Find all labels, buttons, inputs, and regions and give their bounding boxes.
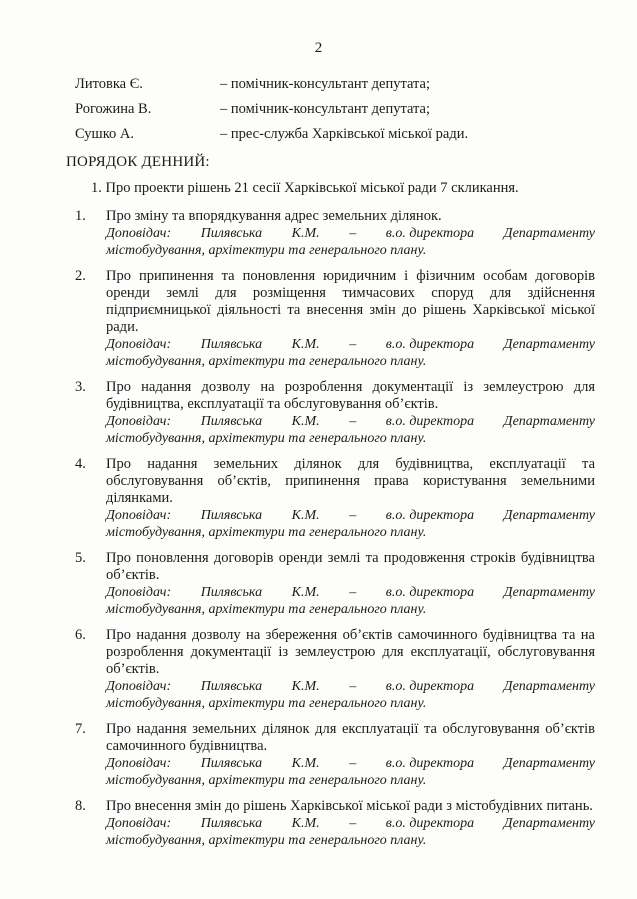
agenda-item-body (106, 208, 595, 259)
speaker-dash: – (349, 226, 357, 241)
speaker-line (106, 336, 595, 353)
speaker-department-cont: містобудування, архітектури та генерального плану. (106, 833, 427, 848)
attendee-name: Литовка Є. (75, 76, 143, 92)
agenda-item (75, 379, 595, 447)
speaker-name: Пилявська (200, 756, 263, 771)
agenda-title: ПОРЯДОК ДЕННИЙ: (66, 154, 210, 170)
agenda-item-number: 7. (75, 721, 86, 737)
agenda-item-number: 1. (75, 208, 86, 224)
speaker-department-cont: містобудування, архітектури та генерального плану. (106, 773, 427, 788)
speaker-dash: – (349, 414, 357, 429)
speaker-position: в.о. директора (385, 226, 475, 241)
speaker-block (106, 413, 595, 447)
speaker-block (106, 815, 595, 849)
speaker-block (106, 755, 595, 789)
speaker-initials: К.М. (291, 816, 320, 831)
agenda-item-text: Про зміну та впорядкування адрес земельних ділянок. (106, 208, 442, 224)
speaker-block (106, 584, 595, 618)
attendee-role: – помічник-консультант депутата; (220, 101, 431, 117)
agenda-item-body (106, 721, 595, 789)
agenda-item (75, 721, 595, 789)
agenda-item-text: Про надання земельних ділянок для будівництва, експлуатації та обслуговування об’єктів, припинення права користування земельними ділянками. (106, 456, 595, 506)
speaker-line (106, 678, 595, 695)
agenda-item-number: 4. (75, 456, 86, 472)
attendee-role: – прес-служба Харківської міської ради. (220, 126, 469, 142)
speaker-dash: – (349, 508, 357, 523)
speaker-department-cont: містобудування, архітектури та генерального плану. (106, 243, 427, 258)
agenda-item-body (106, 627, 595, 712)
speaker-block (106, 225, 595, 259)
attendee-row (75, 125, 595, 150)
speaker-block (106, 507, 595, 541)
speaker-department: Департаменту (503, 585, 595, 600)
speaker-block (106, 678, 595, 712)
agenda-item (75, 208, 595, 259)
speaker-department-cont: містобудування, архітектури та генерального плану. (106, 696, 427, 711)
speaker-initials: К.М. (291, 508, 320, 523)
agenda-item-text: Про поновлення договорів оренди землі та продовження строків будівництва об’єктів. (106, 550, 595, 583)
agenda-item-body (106, 268, 595, 370)
speaker-department-cont: містобудування, архітектури та генерального плану. (106, 354, 427, 369)
agenda-item-text: Про надання дозволу на збереження об’єктів самочинного будівництва та на розроблення документації із землеустрою для експлуатації, обслуговування об’єктів. (106, 627, 595, 677)
speaker-position: в.о. директора (385, 679, 475, 694)
speaker-dash: – (349, 756, 357, 771)
speaker-name: Пилявська (200, 337, 263, 352)
speaker-name: Пилявська (200, 816, 263, 831)
speaker-label: Доповідач: (106, 756, 172, 771)
agenda-item-number: 3. (75, 379, 86, 395)
attendee-row (75, 100, 595, 125)
speaker-initials: К.М. (291, 756, 320, 771)
speaker-department: Департаменту (503, 816, 595, 831)
agenda-item-number: 2. (75, 268, 86, 284)
agenda-subtitle: 1. Про проекти рішень 21 сесії Харківської міської ради 7 скликання. (91, 180, 519, 196)
speaker-label: Доповідач: (106, 816, 172, 831)
speaker-label: Доповідач: (106, 679, 172, 694)
speaker-department-cont: містобудування, архітектури та генерального плану. (106, 525, 427, 540)
speaker-name: Пилявська (200, 414, 263, 429)
speaker-position: в.о. директора (385, 585, 475, 600)
speaker-name: Пилявська (200, 508, 263, 523)
speaker-dash: – (349, 679, 357, 694)
agenda-item (75, 798, 595, 849)
agenda-item-text: Про надання земельних ділянок для експлуатації та обслуговування об’єктів самочинного будівництва. (106, 721, 595, 754)
speaker-department: Департаменту (503, 337, 595, 352)
attendee-role: – помічник-консультант депутата; (220, 76, 431, 92)
agenda-item-text: Про надання дозволу на розроблення документації із землеустрою для будівництва, експлуатації та обслуговування об’єктів. (106, 379, 595, 412)
speaker-position: в.о. директора (385, 756, 475, 771)
speaker-name: Пилявська (200, 226, 263, 241)
speaker-initials: К.М. (291, 414, 320, 429)
agenda-items (75, 208, 595, 858)
speaker-line (106, 755, 595, 772)
agenda-item (75, 627, 595, 712)
agenda-item-number: 5. (75, 550, 86, 566)
speaker-label: Доповідач: (106, 585, 172, 600)
speaker-department: Департаменту (503, 679, 595, 694)
speaker-block (106, 336, 595, 370)
speaker-initials: К.М. (291, 337, 320, 352)
agenda-item (75, 456, 595, 541)
speaker-label: Доповідач: (106, 337, 172, 352)
speaker-initials: К.М. (291, 226, 320, 241)
speaker-initials: К.М. (291, 585, 320, 600)
speaker-department-cont: містобудування, архітектури та генерального плану. (106, 602, 427, 617)
speaker-line (106, 413, 595, 430)
agenda-item-body (106, 379, 595, 447)
speaker-department: Департаменту (503, 414, 595, 429)
speaker-department: Департаменту (503, 508, 595, 523)
speaker-dash: – (349, 816, 357, 831)
speaker-position: в.о. директора (385, 414, 475, 429)
attendee-name: Рогожина В. (75, 101, 152, 117)
speaker-name: Пилявська (200, 585, 263, 600)
speaker-label: Доповідач: (106, 226, 172, 241)
agenda-item-number: 8. (75, 798, 86, 814)
agenda-item (75, 550, 595, 618)
attendee-list (75, 75, 595, 150)
speaker-initials: К.М. (291, 679, 320, 694)
speaker-department-cont: містобудування, архітектури та генерального плану. (106, 431, 427, 446)
speaker-line (106, 815, 595, 832)
speaker-name: Пилявська (200, 679, 263, 694)
speaker-dash: – (349, 337, 357, 352)
speaker-line (106, 225, 595, 242)
agenda-item-text: Про внесення змін до рішень Харківської міської ради з містобудівних питань. (106, 798, 593, 814)
speaker-position: в.о. директора (385, 508, 475, 523)
agenda-item-text: Про припинення та поновлення юридичним і фізичним особам договорів оренди землі для розміщення тимчасових споруд для здійснення підприємницької діяльності та внесення змін до рішень Харківської міської ради. (106, 268, 595, 335)
agenda-item-body (106, 456, 595, 541)
speaker-line (106, 584, 595, 601)
speaker-position: в.о. директора (385, 337, 475, 352)
agenda-item-body (106, 798, 595, 849)
speaker-department: Департаменту (503, 226, 595, 241)
speaker-label: Доповідач: (106, 508, 172, 523)
speaker-label: Доповідач: (106, 414, 172, 429)
speaker-dash: – (349, 585, 357, 600)
agenda-item-number: 6. (75, 627, 86, 643)
speaker-position: в.о. директора (385, 816, 475, 831)
attendee-row (75, 75, 595, 100)
attendee-name: Сушко А. (75, 126, 135, 142)
agenda-item (75, 268, 595, 370)
page-number: 2 (314, 40, 323, 56)
agenda-item-body (106, 550, 595, 618)
speaker-line (106, 507, 595, 524)
speaker-department: Департаменту (503, 756, 595, 771)
